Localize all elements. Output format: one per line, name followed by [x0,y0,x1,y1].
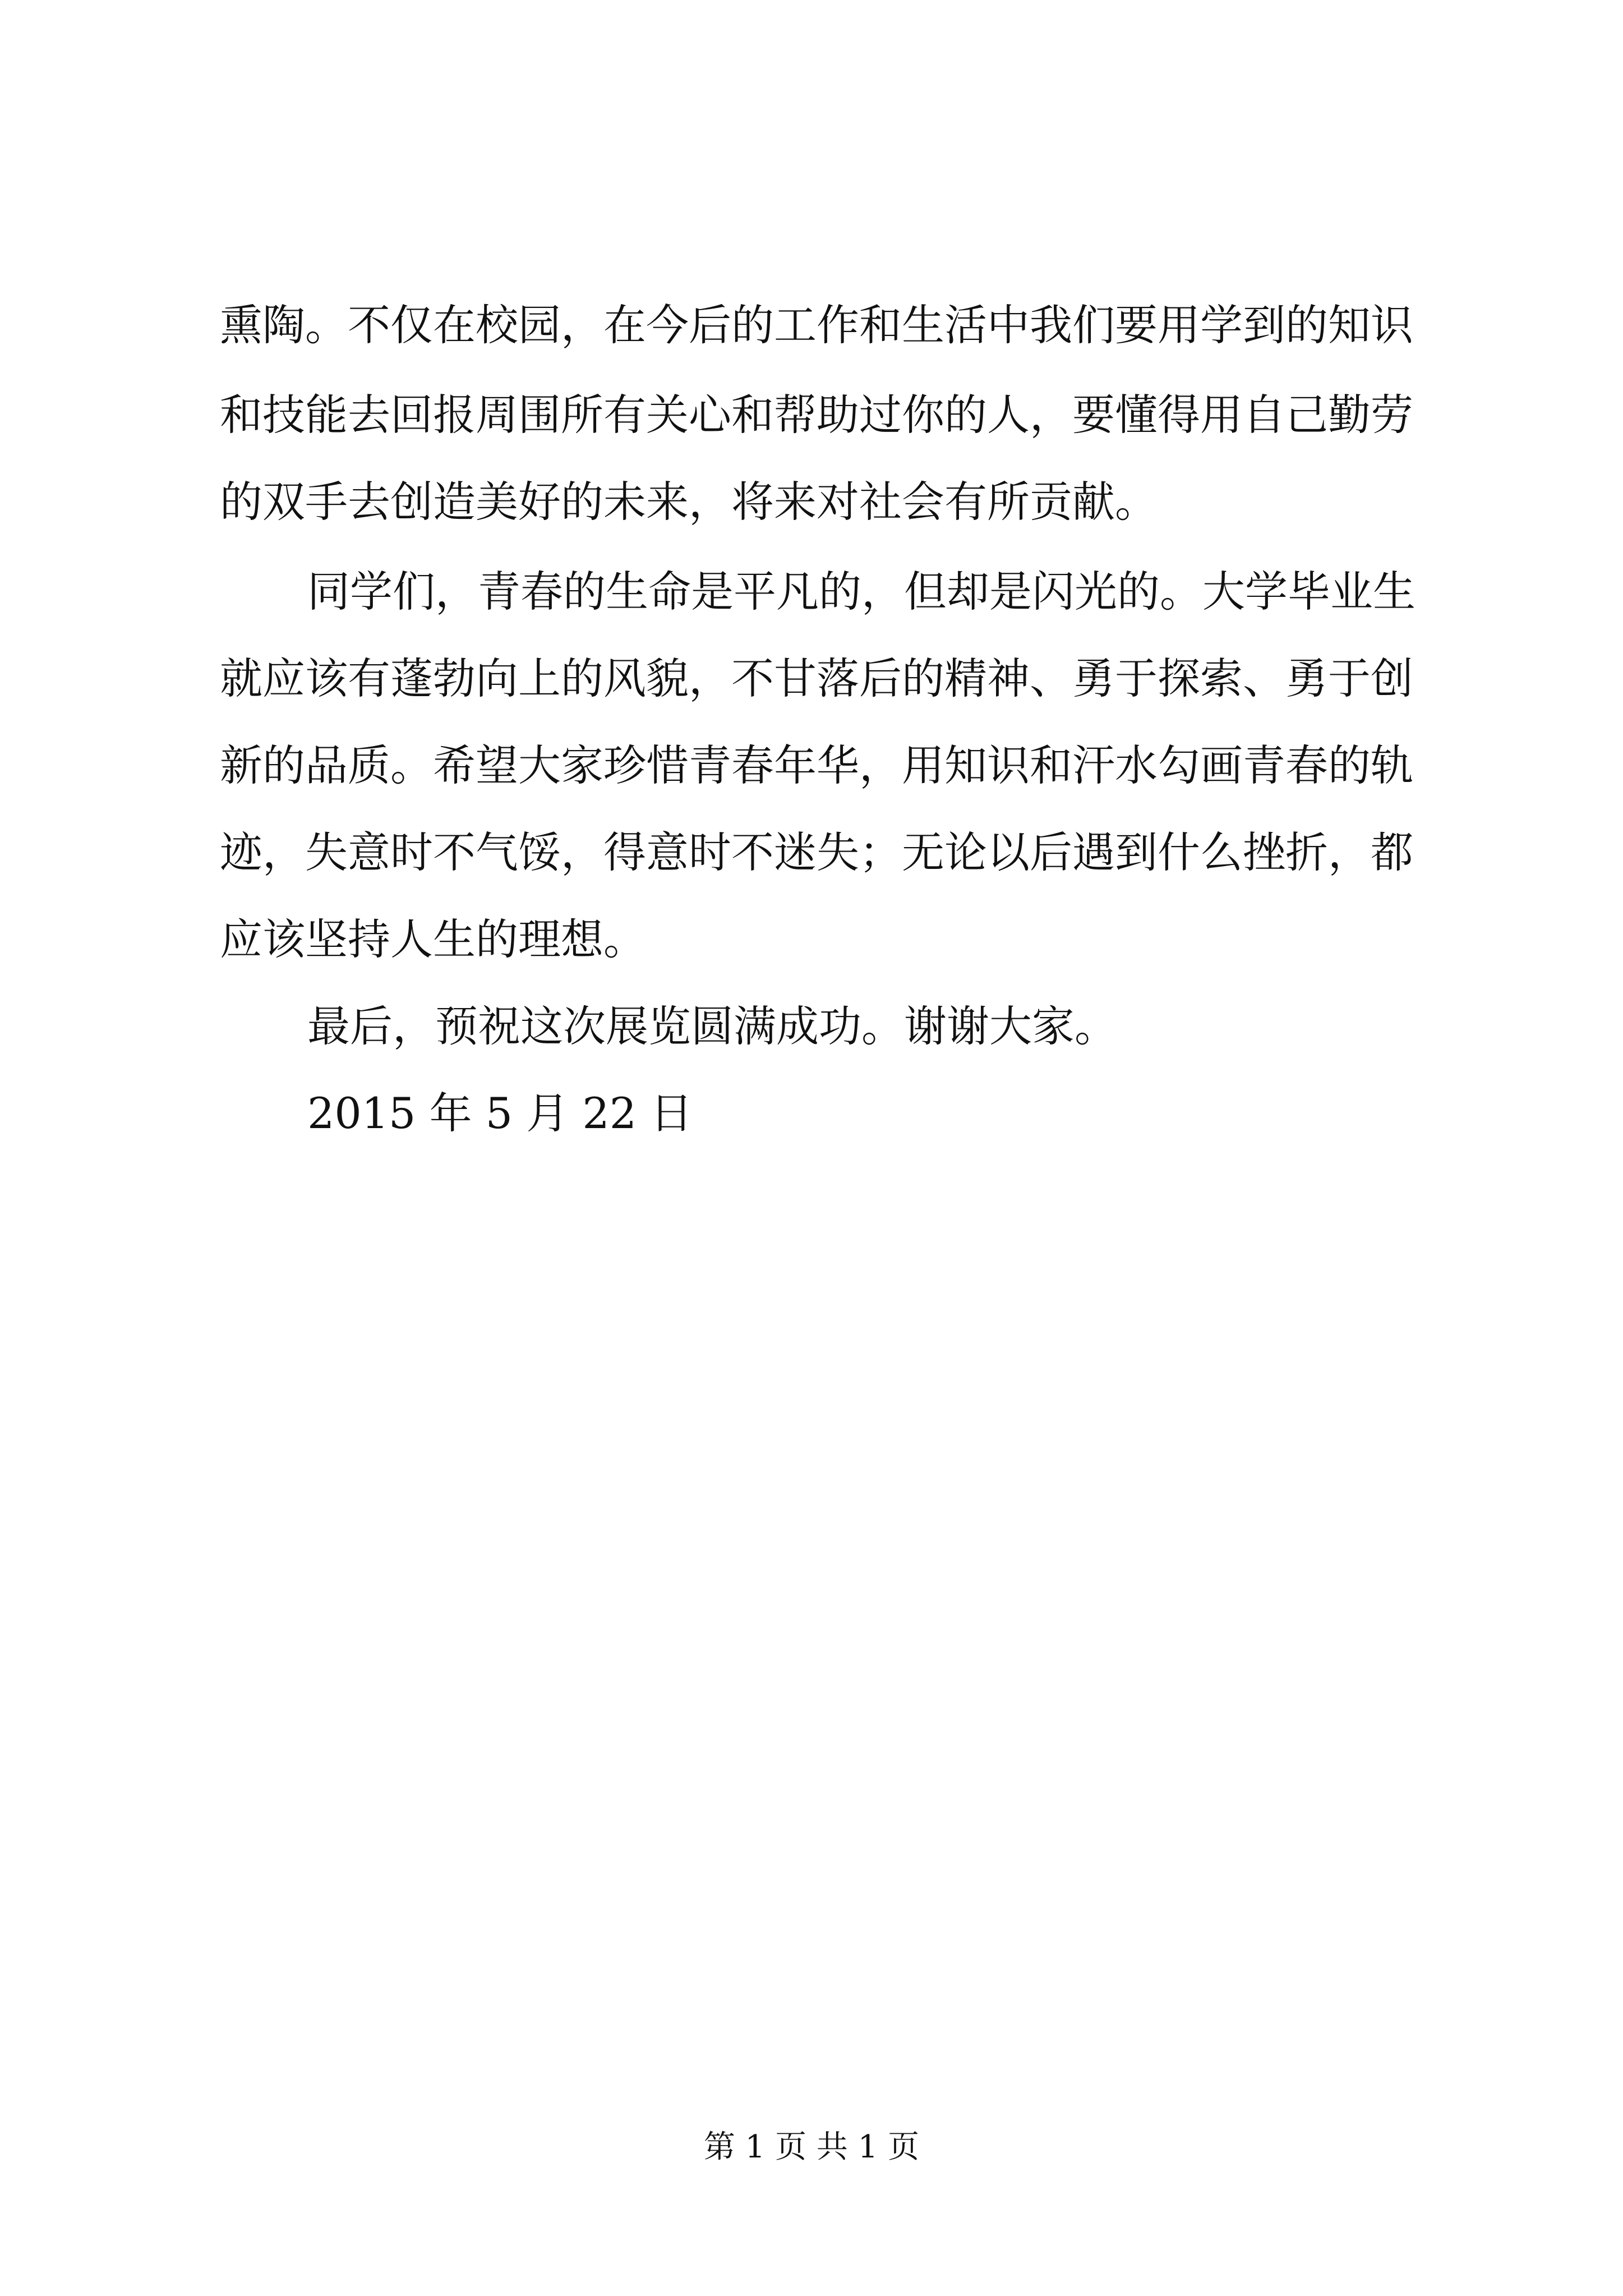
paragraph-text: 同学们，青春的生命是平凡的，但却是闪光的。大学毕业生 [307,567,1415,616]
paragraph-text: 新的品质。希望大家珍惜青春年华，用知识和汗水勾画青春的轨 [220,740,1413,790]
paragraph-text: 就应该有蓬勃向上的风貌，不甘落后的精神、勇于探索、勇于创 [220,654,1413,703]
paragraph-text: 的双手去创造美好的未来，将来对社会有所贡献。 [220,477,1158,527]
paragraph-text: 和技能去回报周围所有关心和帮助过你的人，要懂得用自己勤劳 [220,390,1413,440]
paragraph-text: 熏陶。不仅在校园，在今后的工作和生活中我们要用学到的知识 [220,300,1413,350]
paragraph-text: 最后，预祝这次展览圆满成功。谢谢大家。 [307,1001,1117,1051]
page-number-footer: 第 1 页 共 1 页 [703,2129,920,2165]
paragraph-text: 迹，失意时不气馁，得意时不迷失；无论以后遇到什么挫折，都 [220,827,1413,877]
paragraph-text: 应该坚持人生的理想。 [220,914,646,964]
date-text: 2015 年 5 月 22 日 [307,1088,693,1138]
